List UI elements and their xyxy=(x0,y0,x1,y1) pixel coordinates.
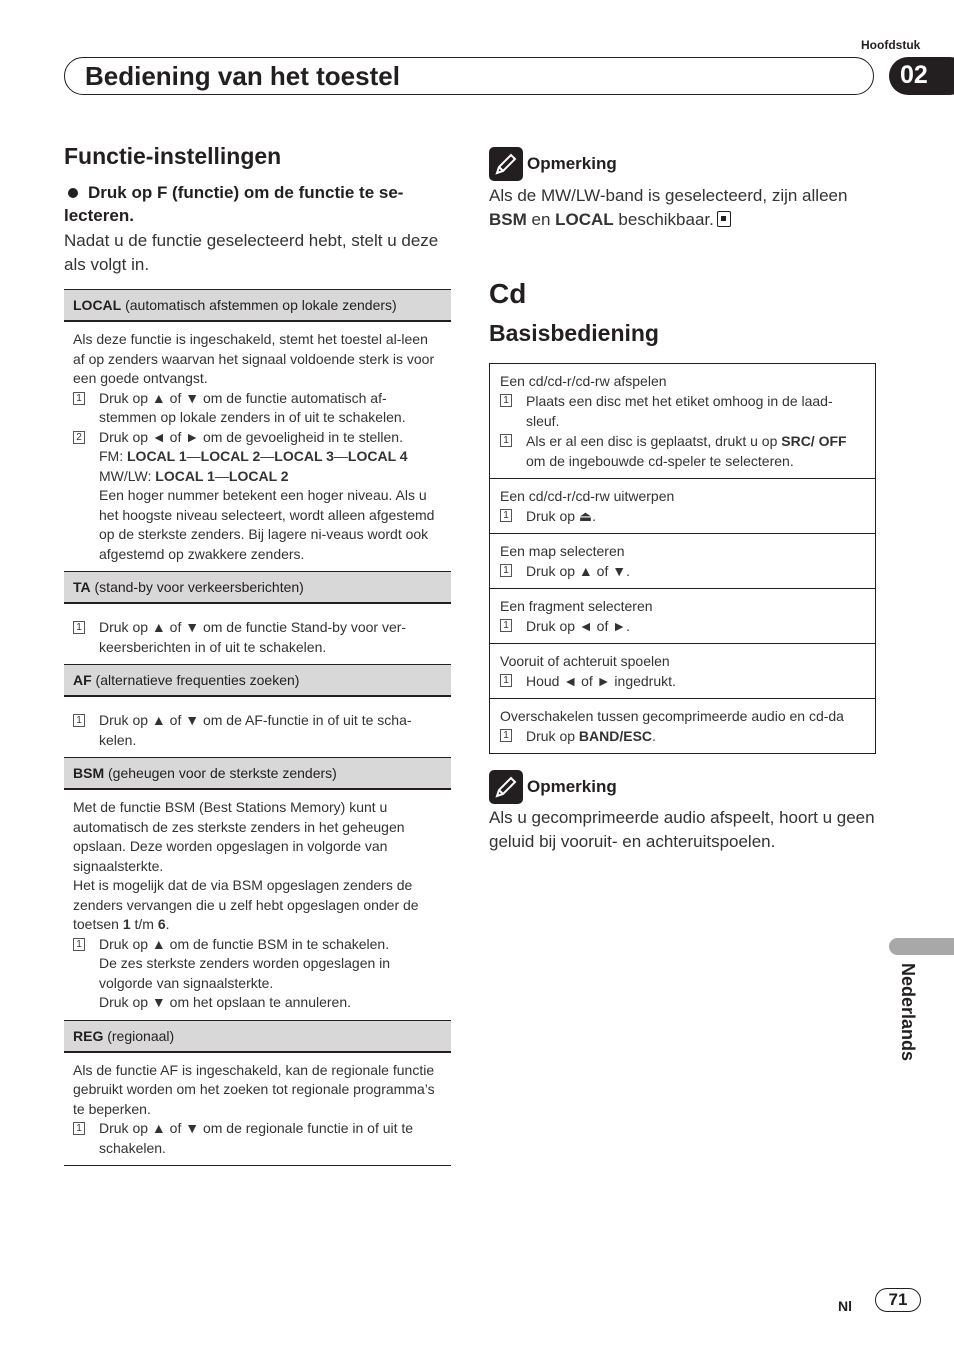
local-desc-label: (automatisch afstemmen op lokale zenders) xyxy=(121,297,397,313)
cd-row-folder-step-1 xyxy=(500,561,865,581)
band-esc-label: BAND/ESC xyxy=(578,728,653,744)
cd-operations-table xyxy=(489,363,876,754)
local-label: LOCAL xyxy=(73,297,122,313)
cd-row-seek-step-1 xyxy=(500,671,865,691)
note-1-text-c: beschikbaar. xyxy=(613,210,714,229)
cd-row-play-title: Een cd/cd-r/cd-rw afspelen xyxy=(500,373,667,389)
step-number-icon: 1 xyxy=(73,714,85,727)
bsm-desc-label: (geheugen voor de sterkste zenders) xyxy=(104,765,337,781)
preset-key-1: 1 xyxy=(122,916,131,932)
cd-row-folder-title: Een map selecteren xyxy=(500,543,625,559)
bsm-desc-2-text: Het is mogelijk dat de via BSM opgeslagen zenders de zenders vervangen die u zelf hebt opgeslagen onder de toetsen xyxy=(73,877,419,932)
cd-row-seek-step-1-text: Houd ◄ of ► ingedrukt. xyxy=(526,673,676,689)
chapter-number-badge xyxy=(889,57,954,95)
table-body-local xyxy=(64,322,451,571)
dash: — xyxy=(333,448,348,464)
ta-desc-label: (stand-by voor verkeersberichten) xyxy=(90,579,304,595)
bsm-description-2 xyxy=(73,876,442,935)
cd-row-seek-title: Vooruit of achteruit spoelen xyxy=(500,653,670,669)
ta-label: TA xyxy=(73,579,91,595)
cd-row-seek xyxy=(490,643,875,698)
table-body-bsm xyxy=(64,790,451,1020)
cd-row-play-step-2 xyxy=(500,431,865,471)
cd-heading: Cd xyxy=(489,278,527,309)
bsm-description: Met de functie BSM (Best Stations Memory) kunt u automatisch de zes sterkste zenders in het geheugen opslaan. Deze worden opgeslagen in volgorde van signaalsterkte. xyxy=(73,799,405,874)
af-desc-label: (alternatieve frequenties zoeken) xyxy=(91,672,300,688)
local-step-1 xyxy=(73,389,442,428)
bsm-step-1-detail: De zes sterkste zenders worden opgeslagen in volgorde van signaalsterkte. xyxy=(99,955,391,991)
cd-row-play-step-1 xyxy=(500,391,865,431)
cd-row-eject-step-1 xyxy=(500,506,865,526)
af-step-1 xyxy=(73,711,442,750)
step-number-icon: 1 xyxy=(500,434,512,447)
step-number-icon: 1 xyxy=(500,674,512,687)
dash: — xyxy=(186,448,201,464)
dash: — xyxy=(260,448,275,464)
section-heading-functie: Functie-instellingen xyxy=(64,143,282,169)
fm-level-1: LOCAL 1 xyxy=(127,448,187,464)
note-1-local: LOCAL xyxy=(555,210,614,229)
af-step-1-text: Druk op ▲ of ▼ om de AF-functie in of uit te scha-kelen. xyxy=(99,712,412,748)
step-number-icon: 1 xyxy=(500,394,512,407)
basis-heading: Basisbediening xyxy=(489,320,659,346)
table-body-reg xyxy=(64,1053,451,1166)
src-off-label: SRC/ OFF xyxy=(781,433,847,449)
note-1-text xyxy=(489,184,876,232)
note-1-text-a: Als de MW/LW-band is geselecteerd, zijn alleen xyxy=(489,186,848,205)
cd-row-folder xyxy=(490,533,875,588)
function-table xyxy=(64,289,451,1166)
reg-step-1 xyxy=(73,1119,442,1158)
step-number-icon: 1 xyxy=(500,509,512,522)
step-number-icon: 1 xyxy=(500,729,512,742)
pencil-note-icon xyxy=(489,147,523,181)
language-side-label: Nederlands xyxy=(898,963,918,1062)
cd-row-folder-step-1-text: Druk op ▲ of ▼. xyxy=(526,563,630,579)
local-step-2 xyxy=(73,428,442,565)
note-label: Opmerking xyxy=(527,777,617,796)
cd-row-track-title: Een fragment selecteren xyxy=(500,598,653,614)
bullet-dot-icon xyxy=(68,188,78,198)
mw-prefix: MW/LW: xyxy=(99,467,156,484)
cd-row-eject xyxy=(490,478,875,533)
step-number-icon: 2 xyxy=(73,431,85,444)
note-2-text: Als u gecomprimeerde audio afspeelt, hoort u geen geluid bij vooruit- en achteruitspoelen. xyxy=(489,808,875,851)
ta-step-1-text: Druk op ▲ of ▼ om de functie Stand-by voor ver-keersberichten in of uit te schakelen. xyxy=(99,619,407,655)
reg-desc-label: (regionaal) xyxy=(103,1027,175,1044)
cd-row-eject-step-1-text: Druk op ⏏. xyxy=(526,508,597,524)
chapter-title: Bediening van het toestel xyxy=(85,61,400,91)
table-bottom-rule xyxy=(64,1165,451,1166)
table-header-local xyxy=(64,289,451,322)
page-number: 71 xyxy=(875,1288,921,1312)
bsm-step-1 xyxy=(73,935,442,1013)
fm-level-4: LOCAL 4 xyxy=(347,448,408,464)
fm-level-3: LOCAL 3 xyxy=(274,448,334,464)
table-header-bsm xyxy=(64,757,451,790)
cd-row-track xyxy=(490,588,875,643)
cd-row-switch-title: Overschakelen tussen gecomprimeerde audio en cd-da xyxy=(500,708,844,724)
note-block-2 xyxy=(489,770,876,804)
table-header-ta xyxy=(64,571,451,604)
table-body-ta xyxy=(64,604,451,664)
pencil-note-icon xyxy=(489,770,523,804)
local-step-2-text: Druk op ◄ of ► om de gevoeligheid in te stellen. xyxy=(99,428,403,445)
cd-row-track-step-1-text: Druk op ◄ of ►. xyxy=(526,618,630,634)
note-label: Opmerking xyxy=(527,154,617,173)
cd-row-switch-step-1-a: Druk op xyxy=(526,728,579,744)
table-header-af xyxy=(64,664,451,697)
end-of-section-icon xyxy=(717,211,731,227)
mw-level-1: LOCAL 1 xyxy=(155,467,215,484)
bullet-instruction xyxy=(64,181,454,227)
chapter-number: 02 xyxy=(900,61,928,89)
local-step-1-text: Druk op ▲ of ▼ om de functie automatisch af-stemmen op lokale zenders in of uit te schakelen. xyxy=(99,389,406,425)
language-tab-marker xyxy=(889,938,954,955)
note-1-text-b: en xyxy=(526,210,556,229)
table-body-af xyxy=(64,697,451,757)
cd-row-switch-step-1 xyxy=(500,726,865,746)
bsm-label: BSM xyxy=(73,765,105,781)
bsm-step-1-cancel: Druk op ▼ om het opslaan te annuleren. xyxy=(99,994,352,1010)
cd-row-play-step-1-text: Plaats een disc met het etiket omhoog in de laad-sleuf. xyxy=(526,393,833,429)
cd-row-switch-step-1-c: . xyxy=(652,728,656,744)
note-1-bsm: BSM xyxy=(489,210,527,229)
reg-label: REG xyxy=(73,1027,104,1044)
mw-levels xyxy=(99,467,442,487)
reg-description: Als de functie AF is ingeschakeld, kan de regionale functie gebruikt worden om het zoeken tot regionale programma’s te beperken. xyxy=(73,1061,435,1117)
preset-key-6: 6 xyxy=(157,916,166,932)
chapter-caption: Hoofdstuk xyxy=(861,38,921,52)
cd-row-switch xyxy=(490,698,875,753)
reg-step-1-text: Druk op ▲ of ▼ om de regionale functie in of uit te schakelen. xyxy=(99,1120,414,1156)
fm-level-2: LOCAL 2 xyxy=(200,448,261,464)
note-block-1 xyxy=(489,147,876,181)
local-level-note: Een hoger nummer betekent een hoger niveau. Als u het hoogste niveau selecteert, wordt alleen afgestemd op de sterkste zenders. Bij lagere ni-veaus wordt ook afgestemd op zwakkere zenders. xyxy=(99,487,435,562)
af-label: AF xyxy=(73,672,92,688)
mw-level-2: LOCAL 2 xyxy=(228,467,289,484)
cd-row-play-step-2-a: Als er al een disc is geplaatst, drukt u op xyxy=(526,433,782,449)
cd-row-eject-title: Een cd/cd-r/cd-rw uitwerpen xyxy=(500,488,675,504)
step-number-icon: 1 xyxy=(73,938,85,951)
bsm-desc-2-end: . xyxy=(165,916,170,932)
step-number-icon: 1 xyxy=(73,392,85,405)
chapter-title-bar xyxy=(64,57,874,95)
step-number-icon: 1 xyxy=(73,1122,85,1135)
cd-row-play-step-2-c: om de ingebouwde cd-speler te selecteren. xyxy=(526,453,794,469)
local-description: Als deze functie is ingeschakeld, stemt het toestel al-leen af op zenders waarvan het signaal voldoende sterk is voor een goede ontvangst. xyxy=(73,331,435,386)
intro-paragraph: Nadat u de functie geselecteerd hebt, stelt u deze als volgt in. xyxy=(64,231,439,274)
table-header-reg xyxy=(64,1020,451,1053)
cd-row-track-step-1 xyxy=(500,616,865,636)
dash: — xyxy=(214,467,229,484)
step-number-icon: 1 xyxy=(73,621,85,634)
step-number-icon: 1 xyxy=(500,619,512,632)
step-number-icon: 1 xyxy=(500,564,512,577)
fm-prefix: FM: xyxy=(99,448,127,464)
cd-row-play xyxy=(490,364,875,478)
bullet-text: Druk op F (functie) om de functie te se-lecteren. xyxy=(64,183,404,225)
language-code: Nl xyxy=(838,1298,852,1314)
ta-step-1 xyxy=(73,618,442,657)
fm-levels xyxy=(99,447,442,467)
bsm-desc-2-mid: t/m xyxy=(130,916,158,932)
bsm-step-1-text: Druk op ▲ om de functie BSM in te schakelen. xyxy=(99,935,390,952)
